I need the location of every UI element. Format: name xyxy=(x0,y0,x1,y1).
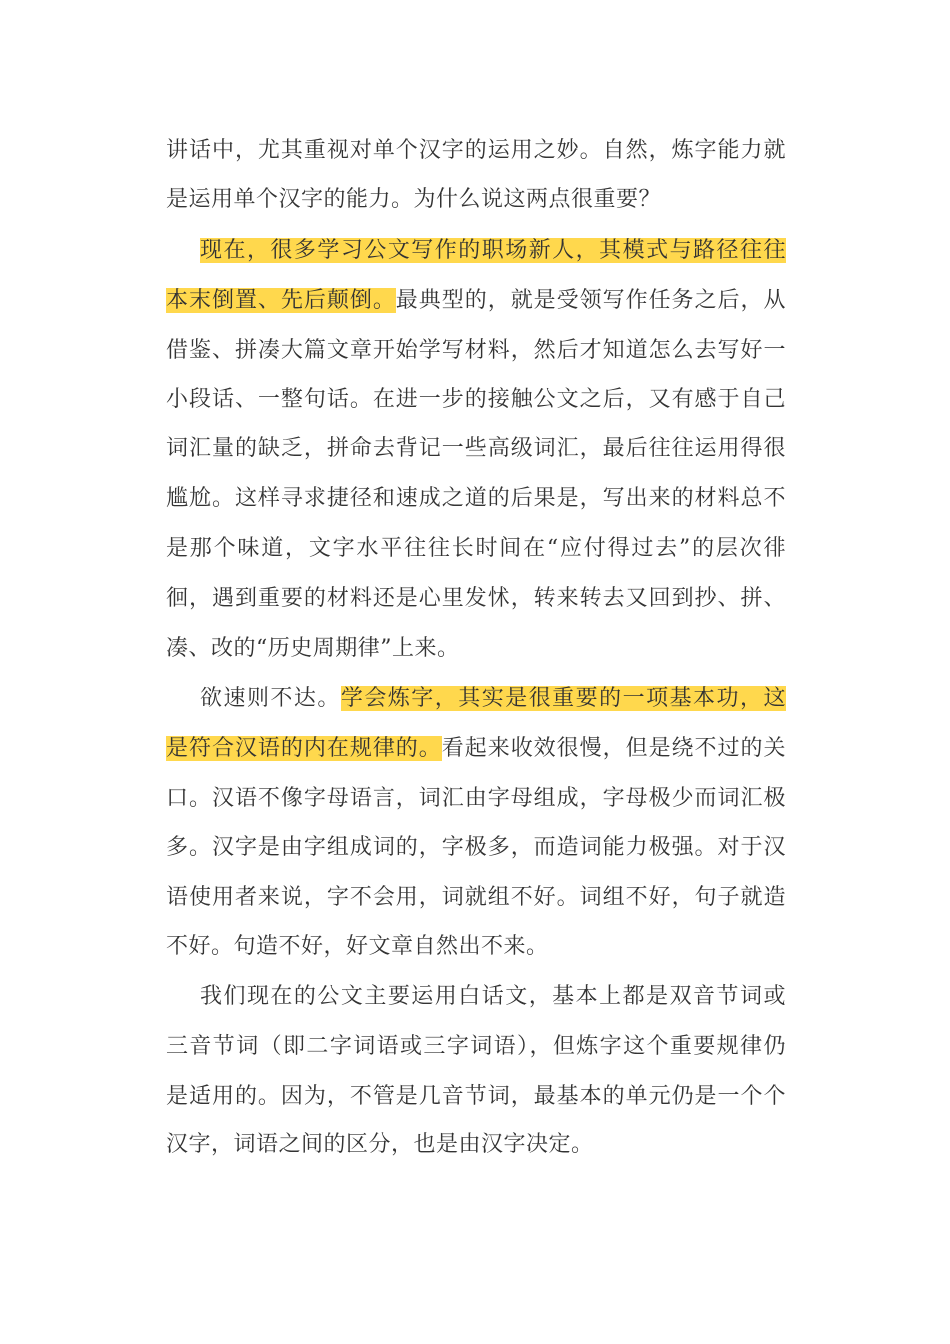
text-segment: 词汇量的缺乏，拼命去背记一些高级词汇，最后往往运用得很 xyxy=(166,436,786,461)
text-line xyxy=(166,424,786,474)
text-line xyxy=(166,574,786,624)
text-line xyxy=(166,524,786,574)
text-segment: 看起来收效很慢，但是绕不过的关 xyxy=(441,736,786,761)
text-line xyxy=(166,724,786,774)
text-segment: 我们现在的公文主要运用白话文，基本上都是双音节词或 xyxy=(200,984,786,1009)
text-segment: 凑、改的“历史周期律”上来。 xyxy=(166,636,460,661)
text-line xyxy=(166,474,786,524)
text-line xyxy=(166,1022,786,1072)
text-segment: 多。汉字是由字组成词的，字极多，而造词能力极强。对于汉 xyxy=(166,835,786,860)
text-line xyxy=(166,823,786,873)
text-line xyxy=(166,624,786,674)
text-segment: 是那个味道，文字水平往往长时间在“应付得过去”的层次徘 xyxy=(166,536,786,561)
text-segment: 尴尬。这样寻求捷径和速成之道的后果是，写出来的材料总不 xyxy=(166,486,786,511)
text-line xyxy=(166,175,786,225)
text-segment: 徊，遇到重要的材料还是心里发怵，转来转去又回到抄、拼、 xyxy=(166,586,786,611)
text-line xyxy=(166,276,786,326)
highlighted-text: 学会炼字，其实是很重要的一项基本功，这 xyxy=(340,686,786,711)
text-segment: 是运用单个汉字的能力。为什么说这两点很重要？ xyxy=(166,187,662,212)
text-segment: 三音节词（即二字词语或三字词语），但炼字这个重要规律仍 xyxy=(166,1034,786,1059)
text-line xyxy=(166,922,786,972)
text-line xyxy=(166,326,786,376)
text-line xyxy=(166,1072,786,1122)
text-line xyxy=(166,873,786,923)
text-segment: 汉字，词语之间的区分，也是由汉字决定。 xyxy=(166,1132,594,1157)
text-line xyxy=(200,226,786,276)
text-segment: 讲话中，尤其重视对单个汉字的运用之妙。自然，炼字能力就 xyxy=(166,138,786,163)
text-segment: 小段话、一整句话。在进一步的接触公文之后，又有感于自己 xyxy=(166,387,786,412)
text-segment: 欲速则不达。 xyxy=(200,686,341,711)
text-line xyxy=(200,674,786,724)
highlighted-text: 本末倒置、先后颠倒。 xyxy=(166,288,396,313)
text-line xyxy=(166,126,786,176)
text-segment: 不好。句造不好，好文章自然出不来。 xyxy=(166,934,549,959)
highlighted-text: 是符合汉语的内在规律的。 xyxy=(166,736,442,761)
text-segment: 是适用的。因为，不管是几音节词，最基本的单元仍是一个个 xyxy=(166,1084,786,1109)
highlighted-text: 现在，很多学习公文写作的职场新人，其模式与路径往往 xyxy=(200,238,786,263)
text-segment: 借鉴、拼凑大篇文章开始学写材料，然后才知道怎么去写好一 xyxy=(166,338,786,363)
text-segment: 最典型的，就是受领写作任务之后，从 xyxy=(395,288,786,313)
text-segment: 语使用者来说，字不会用，词就组不好。词组不好，句子就造 xyxy=(166,885,786,910)
text-line xyxy=(166,774,786,824)
text-segment: 口。汉语不像字母语言，词汇由字母组成，字母极少而词汇极 xyxy=(166,786,786,811)
text-line xyxy=(166,1120,786,1170)
text-line xyxy=(200,972,786,1022)
text-line xyxy=(166,375,786,425)
